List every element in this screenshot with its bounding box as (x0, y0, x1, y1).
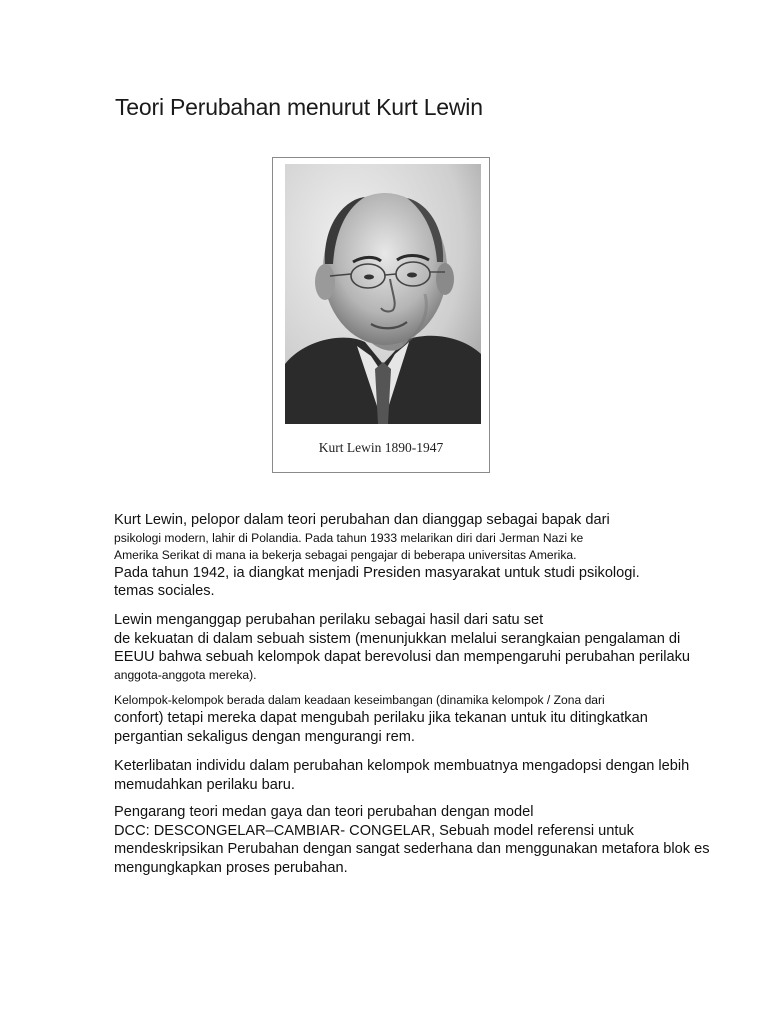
paragraph-dcc-model (114, 803, 734, 877)
paragraph-line: Lewin menganggap perubahan perilaku sebagai hasil dari satu set (114, 612, 544, 628)
paragraph-line: mengungkapkan proses perubahan. (114, 859, 348, 876)
paragraph-line: Kelompok-kelompok berada dalam keadaan keseimbangan (dinamika kelompok / Zona dari (114, 693, 605, 707)
paragraph-biography (114, 511, 734, 601)
paragraph-line: de kekuatan di dalam sebuah sistem (menunjukkan melalui serangkaian pengalaman di (114, 630, 681, 647)
photo-caption: Kurt Lewin 1890-1947 (318, 440, 444, 455)
paragraph-line: temas sociales. (114, 583, 215, 599)
paragraph-line: Pengarang teori medan gaya dan teori perubahan dengan model (114, 804, 534, 820)
paragraph-line: Kurt Lewin, pelopor dalam teori perubahan dan dianggap sebagai bapak dari (114, 512, 610, 528)
paragraph-line: mendeskripsikan Perubahan dengan sangat sederhana dan menggunakan metafora blok es (114, 841, 710, 857)
paragraph-behavior-change (114, 611, 734, 684)
paragraph-line: Pada tahun 1942, ia diangkat menjadi Presiden masyarakat untuk studi psikologi. (114, 564, 640, 581)
document-title: Teori Perubahan menurut Kurt Lewin (115, 94, 483, 120)
paragraph-individual-involvement (114, 757, 734, 794)
paragraph-line: Amerika Serikat di mana ia bekerja sebagai pengajar di beberapa universitas Amerika. (114, 547, 577, 562)
paragraph-line: Keterlibatan individu dalam perubahan kelompok membuatnya mengadopsi dengan lebih (114, 758, 690, 774)
paragraph-line: pergantian sekaligus dengan mengurangi rem. (114, 728, 415, 745)
paragraph-line: confort) tetapi mereka dapat mengubah perilaku jika tekanan untuk itu ditingkatkan (114, 710, 648, 726)
paragraph-line: memudahkan perilaku baru. (114, 776, 295, 793)
paragraph-line: anggota-anggota mereka). (114, 667, 257, 682)
photo-frame (272, 157, 490, 473)
paragraph-line: EEUU bahwa sebuah kelompok dapat berevolusi dan mempengaruhi perubahan perilaku (114, 649, 691, 665)
paragraph-line: psikologi modern, lahir di Polandia. Pada tahun 1933 melarikan diri dari Jerman Nazi ke (114, 530, 584, 545)
paragraph-group-equilibrium (114, 692, 734, 746)
paragraph-line: DCC: DESCONGELAR–CAMBIAR- CONGELAR, Sebuah model referensi untuk (114, 822, 634, 839)
portrait-photo (285, 164, 481, 424)
